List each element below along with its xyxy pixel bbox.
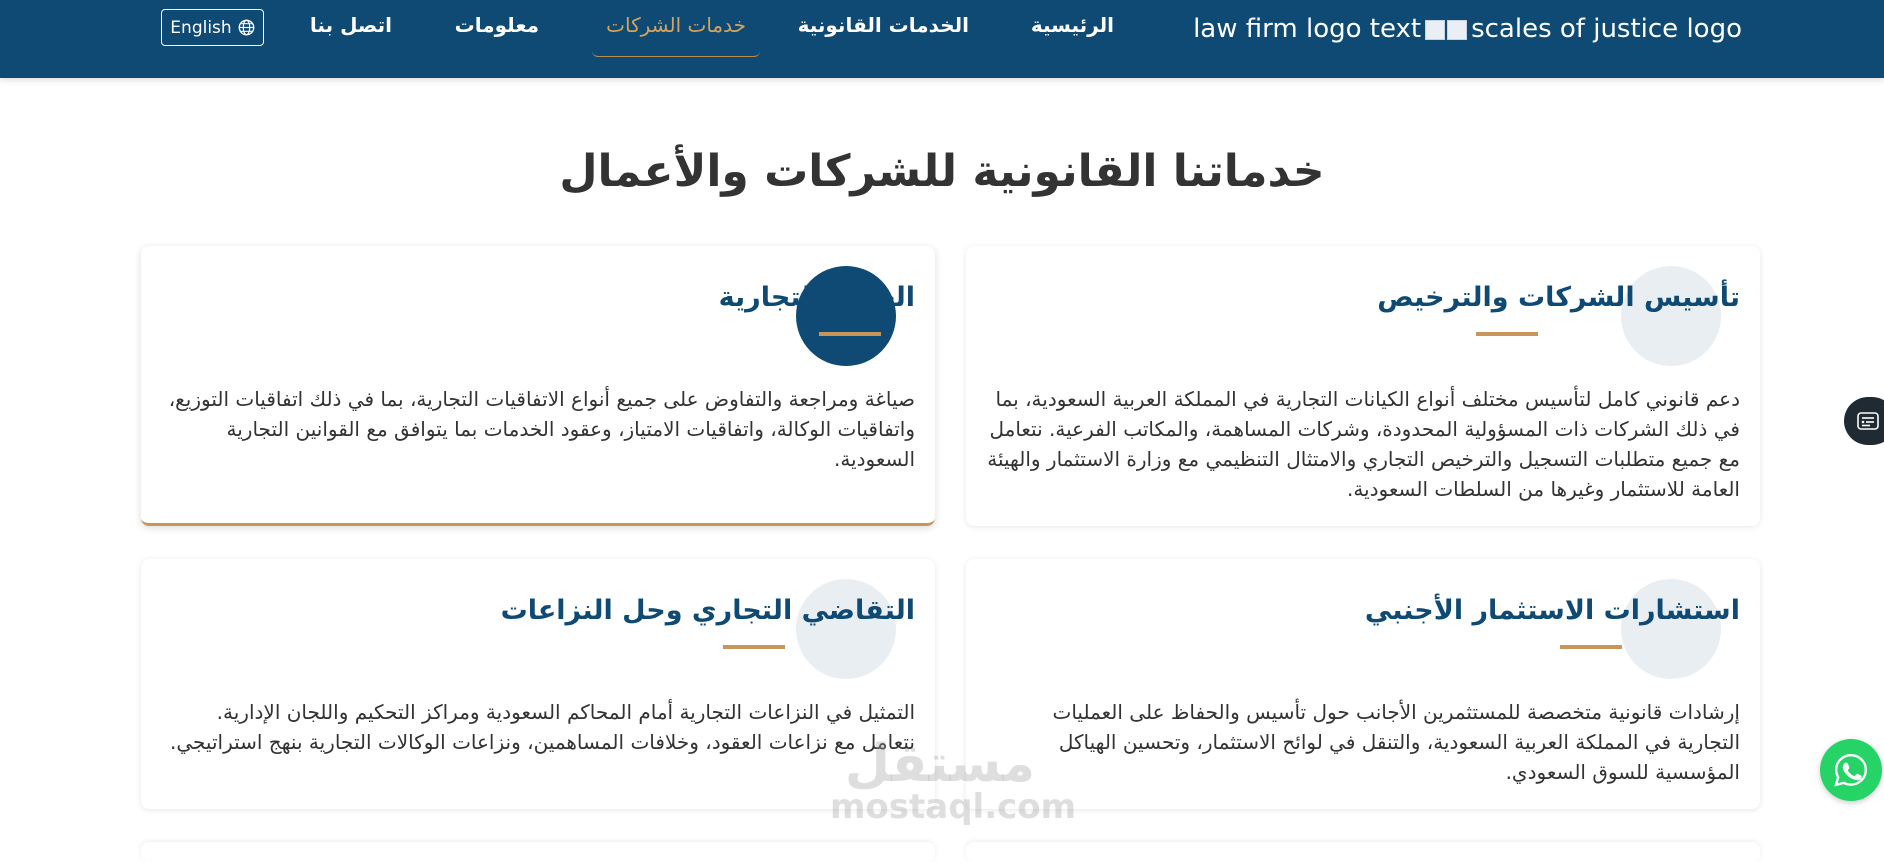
title-underline: [819, 332, 881, 336]
language-button-label: English: [170, 17, 232, 38]
service-title: العقود التجارية: [718, 282, 915, 313]
service-icon-circle: [1621, 579, 1721, 679]
nav-information[interactable]: معلومات: [454, 13, 539, 37]
service-description: صياغة ومراجعة والتفاوض على جميع أنواع الاتفاقيات التجارية، بما في ذلك اتفاقيات التوزيع، واتفاقيات الوكالة، واتفاقيات الامتياز، وعقود الخدمات بما يتوافق مع القوانين التجارية السعودية.: [168, 387, 915, 471]
side-menu-button[interactable]: [1844, 397, 1884, 445]
service-card-company-formation[interactable]: [966, 246, 1760, 526]
service-description: إرشادات قانونية متخصصة للمستثمرين الأجانب حول تأسيس والحفاظ على العمليات التجارية في المملكة العربية السعودية، والتنقل في لوائح الاستثمار، وتحسين الهياكل المؤسسية للسوق السعودي.: [1052, 700, 1740, 784]
whatsapp-icon: [1832, 751, 1870, 789]
service-description: التمثيل في النزاعات التجارية أمام المحاكم السعودية ومراكز التحكيم واللجان الإدارية. نتعامل مع نزاعات العقود، وخلافات المساهمين، ونزاعات الوكالات التجارية بنهج استراتيجي.: [169, 700, 915, 754]
logo[interactable]: [1193, 14, 1742, 44]
nav-corporate-services[interactable]: خدمات الشركات: [592, 0, 760, 57]
globe-icon: [238, 19, 255, 36]
title-underline: [1560, 645, 1622, 649]
whatsapp-button[interactable]: [1820, 739, 1882, 801]
broken-image-icon: [1447, 20, 1467, 40]
service-title: تأسيس الشركات والترخيص: [1377, 282, 1740, 313]
watermark-latin: mostaql.com: [830, 787, 1077, 827]
broken-image-icon: [1425, 20, 1445, 40]
site-header: [0, 0, 1884, 78]
service-title: التقاضي التجاري وحل النزاعات: [500, 595, 915, 626]
service-card-commercial-litigation[interactable]: [141, 559, 935, 809]
logo-image: [1447, 14, 1742, 44]
watermark-arabic: مستقل: [844, 734, 1036, 794]
nav-legal-services[interactable]: الخدمات القانونية: [797, 13, 969, 37]
nav-home[interactable]: الرئيسية: [1030, 13, 1114, 37]
service-card-foreign-investment[interactable]: [966, 559, 1760, 809]
service-card-partial: [141, 842, 935, 862]
service-title: استشارات الاستثمار الأجنبي: [1364, 595, 1740, 626]
service-card-commercial-contracts[interactable]: [141, 246, 935, 526]
service-icon-circle: [796, 579, 896, 679]
page-title: خدماتنا القانونية للشركات والأعمال: [559, 146, 1325, 197]
list-icon: [1856, 411, 1880, 431]
title-underline: [1476, 332, 1538, 336]
service-card-partial: [966, 842, 1760, 862]
title-underline: [723, 645, 785, 649]
logo-text-image: [1193, 14, 1445, 44]
logo-text-alt: law firm logo text: [1193, 14, 1422, 44]
service-icon-circle: [796, 266, 896, 366]
nav-contact-us[interactable]: اتصل بنا: [309, 13, 392, 37]
service-description: دعم قانوني كامل لتأسيس مختلف أنواع الكيانات التجارية في المملكة العربية السعودية، بما في ذلك الشركات ذات المسؤولية المحدودة، وشركات المساهمة، والمكاتب الفرعية. نتعامل مع جميع متطلبات التسجيل والترخيص التجاري والامتثال التنظيمي مع وزارة الاستثمار والهيئة العامة للاستثمار وغيرها من السلطات السعودية.: [987, 387, 1740, 501]
logo-image-alt: scales of justice logo: [1471, 14, 1742, 44]
language-toggle-button[interactable]: [161, 9, 264, 46]
service-icon-circle: [1621, 266, 1721, 366]
